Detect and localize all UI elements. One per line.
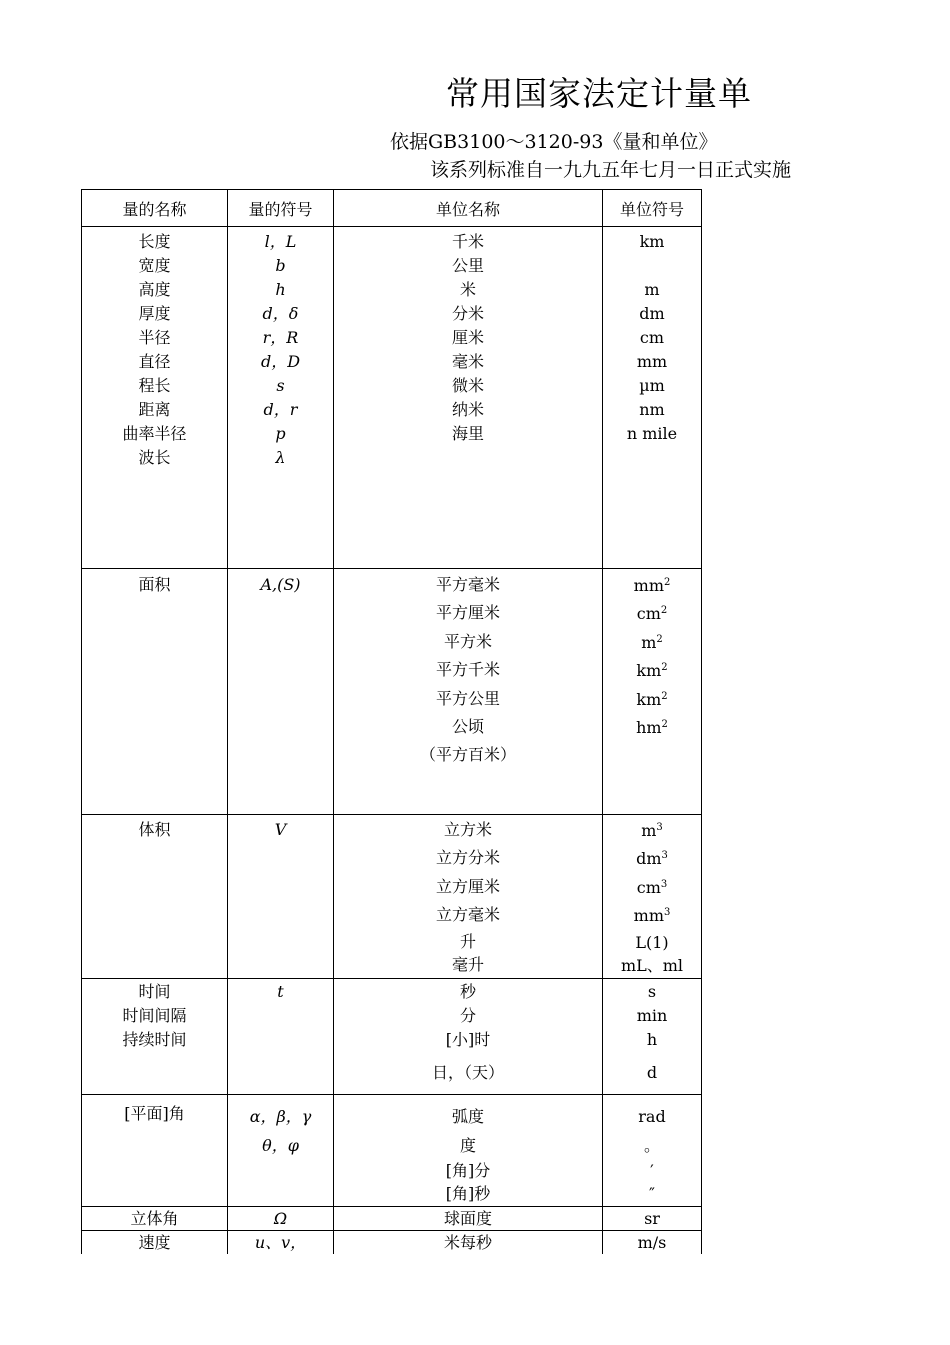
unit-symbol: $cm^3$ — [636, 877, 668, 897]
unit-symbol: µm — [639, 376, 665, 395]
quantity-name: 面积 — [138, 575, 171, 594]
unit-symbol: $mm^2$ — [633, 576, 671, 595]
unit-name: 分 — [459, 1005, 476, 1025]
unit-symbol: nm — [639, 400, 665, 419]
quantity-symbol: d，δ — [262, 304, 299, 323]
unit-name: （平方百米） — [419, 745, 516, 765]
unit-symbol: mm — [636, 352, 668, 371]
unit-name: [小]时 — [445, 1029, 491, 1049]
unit-names — [334, 978, 603, 1094]
unit-symbol: ″ — [649, 1183, 655, 1203]
table-row — [82, 569, 702, 815]
quantity-symbol: s — [276, 376, 285, 395]
unit-symbol: h — [646, 1029, 658, 1049]
quantity-name: 直径 — [138, 352, 171, 371]
unit-name: 平方千米 — [435, 660, 500, 680]
quantity-name: 波长 — [138, 448, 171, 467]
quantity-symbols — [228, 978, 334, 1094]
quantity-names — [82, 815, 228, 979]
table-row — [82, 1230, 702, 1254]
quantity-name: [平面]角 — [124, 1103, 185, 1123]
quantity-names — [82, 1094, 228, 1206]
unit-name: 立方厘米 — [435, 876, 500, 896]
quantity-symbols — [228, 227, 334, 569]
quantity-name: 体积 — [138, 820, 171, 839]
standard-basis: 依据GB3100～3120-93《量和单位》 — [390, 131, 718, 153]
unit-names — [334, 1094, 603, 1206]
unit-name: 立方米 — [443, 820, 492, 839]
header-unit-name: 单位名称 — [334, 190, 603, 227]
unit-symbol: sr — [603, 1206, 702, 1230]
page-title: 常用国家法定计量单 — [446, 74, 752, 113]
unit-name: 秒 — [459, 981, 476, 1001]
unit-symbol: 。 — [643, 1135, 660, 1155]
quantity-name: 距离 — [138, 400, 171, 419]
unit-symbol: $km^2$ — [636, 661, 668, 681]
quantity-name: 程长 — [138, 376, 171, 395]
quantity-names — [82, 227, 228, 569]
unit-symbol: ′ — [650, 1160, 654, 1180]
header-unit-symbol: 单位符号 — [603, 190, 702, 227]
quantity-symbols — [228, 569, 334, 815]
unit-symbols — [603, 815, 702, 979]
unit-name: 海里 — [451, 424, 484, 443]
quantity-name: 立体角 — [82, 1206, 228, 1230]
quantity-symbols — [228, 1094, 334, 1206]
unit-symbol: rad — [638, 1106, 666, 1126]
quantity-name: 宽度 — [138, 256, 171, 275]
unit-symbols — [603, 1094, 702, 1206]
header-quantity-symbol: 量的符号 — [228, 190, 334, 227]
units-table — [81, 189, 702, 1254]
unit-name: [角]秒 — [445, 1183, 491, 1203]
unit-name: 升 — [459, 931, 476, 951]
unit-name: 分米 — [451, 304, 484, 323]
unit-symbol: $hm^2$ — [636, 718, 668, 738]
quantity-symbol: l，L — [264, 232, 297, 251]
unit-name: 立方毫米 — [435, 905, 500, 925]
quantity-symbol: r，R — [262, 328, 299, 347]
quantity-symbol: d，D — [260, 352, 301, 371]
unit-name: 毫升 — [451, 954, 484, 974]
unit-name: 公里 — [451, 256, 484, 275]
unit-name: 平方米 — [443, 631, 492, 651]
unit-name: 纳米 — [451, 400, 484, 419]
quantity-symbol: θ，φ — [262, 1135, 299, 1155]
unit-symbols — [603, 978, 702, 1094]
unit-name: 公顷 — [451, 717, 484, 737]
quantity-symbol: b — [275, 256, 286, 275]
table-header-row — [82, 190, 702, 227]
quantity-name: 高度 — [138, 280, 171, 299]
quantity-symbol: t — [277, 981, 284, 1001]
effective-date: 该系列标准自一九九五年七月一日正式实施 — [430, 159, 792, 181]
unit-symbol: m — [644, 280, 660, 299]
unit-symbol: m/s — [603, 1230, 702, 1254]
header-quantity-name: 量的名称 — [82, 190, 228, 227]
quantity-name: 厚度 — [138, 304, 171, 323]
unit-symbol: $m^2$ — [641, 632, 663, 652]
unit-name: 微米 — [451, 376, 484, 395]
unit-name: 米每秒 — [334, 1230, 603, 1254]
unit-symbol: $dm^3$ — [636, 849, 668, 869]
quantity-symbol: p — [275, 424, 286, 443]
table-row — [82, 815, 702, 979]
quantity-symbol: d，r — [263, 400, 298, 419]
quantity-symbol: V — [274, 820, 287, 839]
unit-name: 毫米 — [451, 352, 484, 371]
table-row — [82, 1206, 702, 1230]
table-row — [82, 227, 702, 569]
table-row — [82, 1094, 702, 1206]
unit-symbol: d — [646, 1062, 658, 1082]
unit-names — [334, 569, 603, 815]
unit-name: 平方公里 — [435, 688, 500, 708]
quantity-symbol: Ω — [228, 1206, 334, 1230]
unit-names — [334, 815, 603, 979]
unit-symbol: min — [636, 1005, 668, 1025]
unit-name: 度 — [459, 1135, 476, 1155]
unit-name: 弧度 — [451, 1106, 484, 1126]
unit-name: 球面度 — [334, 1206, 603, 1230]
unit-names — [334, 227, 603, 569]
unit-symbol: $m^3$ — [641, 821, 663, 840]
quantity-symbol: λ — [275, 448, 286, 467]
unit-symbol: L(1) — [635, 932, 669, 952]
unit-symbol: s — [647, 981, 657, 1001]
unit-symbol: cm — [639, 328, 665, 347]
unit-symbols — [603, 227, 702, 569]
unit-name: 厘米 — [451, 328, 484, 347]
quantity-name: 持续时间 — [122, 1029, 187, 1049]
quantity-names — [82, 978, 228, 1094]
unit-symbol: n mile — [626, 424, 678, 443]
unit-symbol — [603, 254, 701, 278]
unit-symbol: km — [639, 232, 665, 251]
quantity-names — [82, 569, 228, 815]
quantity-symbol: u、v， — [228, 1230, 334, 1254]
table-row — [82, 978, 702, 1094]
quantity-name: 速度 — [82, 1230, 228, 1254]
quantity-name: 时间间隔 — [122, 1005, 187, 1025]
unit-symbol: dm — [639, 304, 665, 323]
unit-name: 千米 — [451, 232, 484, 251]
unit-symbol: mL、ml — [620, 955, 684, 975]
quantity-symbol: A,(S) — [260, 575, 301, 594]
unit-name: 立方分米 — [435, 848, 500, 868]
quantity-symbol: α，β，γ — [249, 1106, 312, 1126]
unit-symbol: $cm^2$ — [636, 604, 668, 624]
quantity-symbols — [228, 815, 334, 979]
unit-name: [角]分 — [445, 1160, 491, 1180]
quantity-name: 时间 — [138, 981, 171, 1001]
quantity-name: 半径 — [138, 328, 171, 347]
unit-symbol: $km^2$ — [636, 689, 668, 709]
unit-symbols — [603, 569, 702, 815]
unit-name: 日，（天） — [431, 1062, 504, 1082]
quantity-name: 长度 — [138, 232, 171, 251]
quantity-symbol: h — [275, 280, 286, 299]
unit-name: 平方毫米 — [435, 575, 500, 594]
unit-symbol: $mm^3$ — [633, 906, 671, 926]
unit-name: 平方厘米 — [435, 603, 500, 623]
unit-name: 米 — [459, 280, 476, 299]
quantity-name: 曲率半径 — [122, 424, 187, 443]
